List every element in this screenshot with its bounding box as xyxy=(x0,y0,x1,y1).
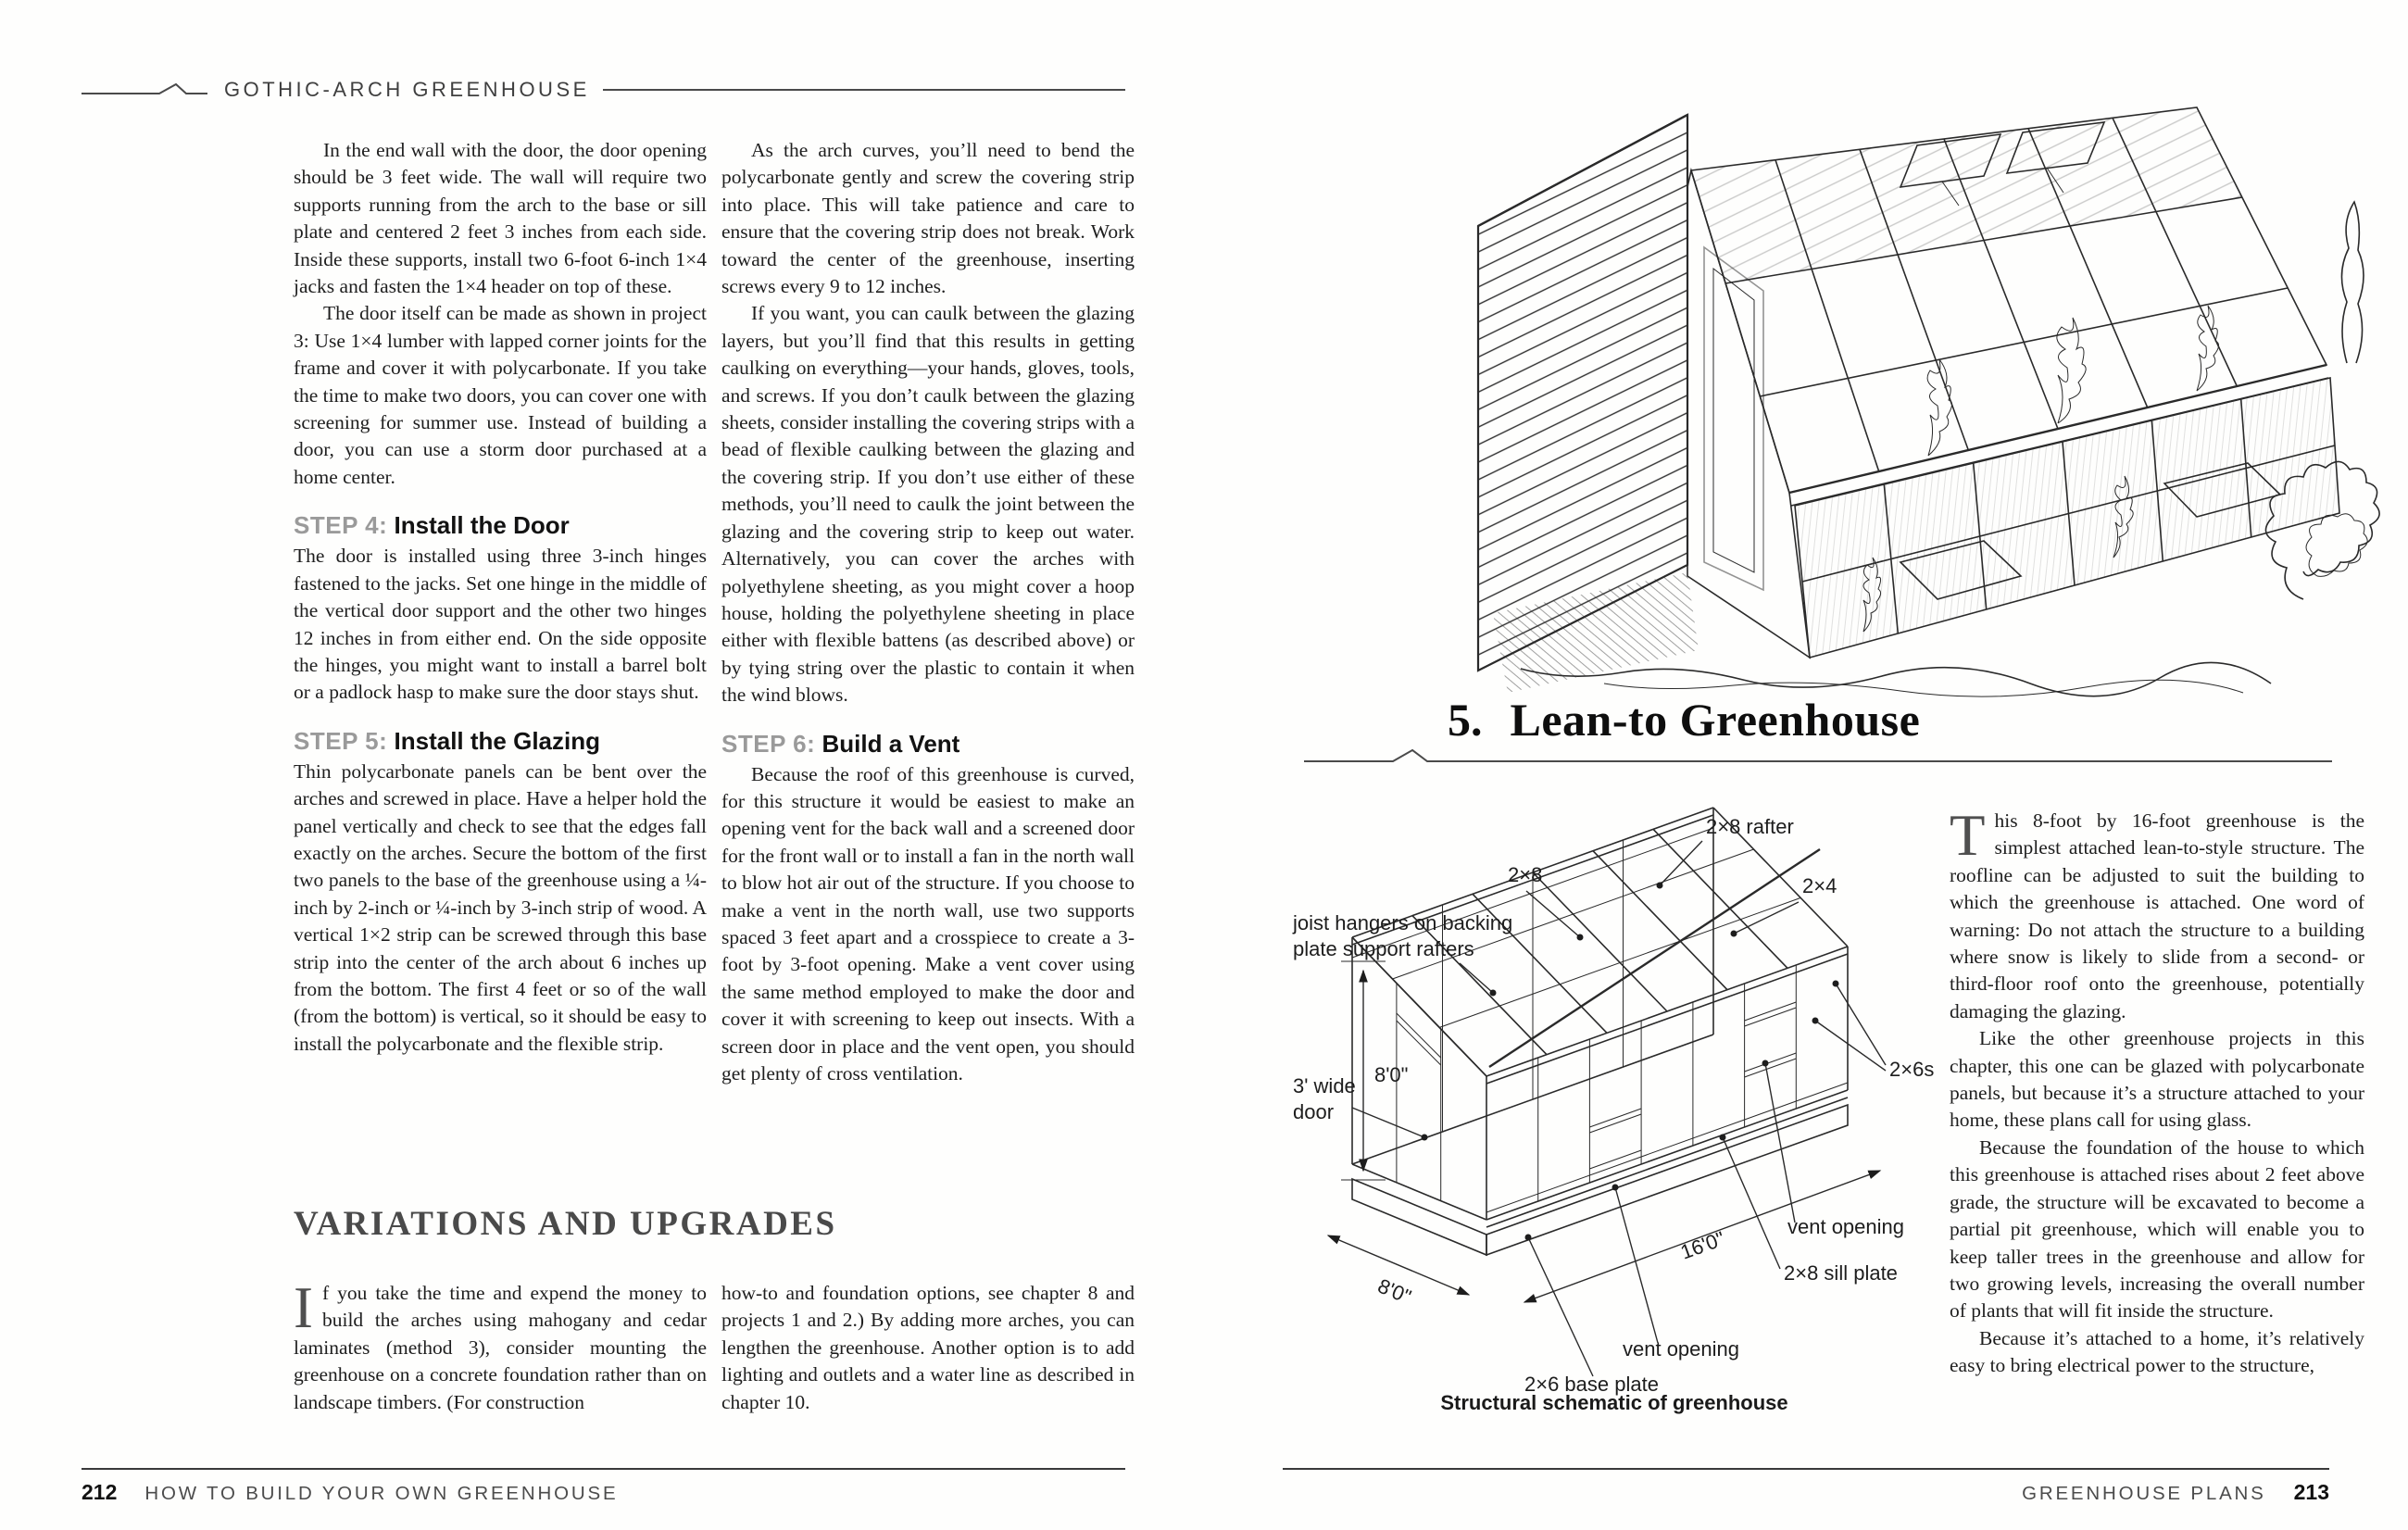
paragraph: As the arch curves, you’ll need to bend the polycarbonate gently and screw the covering strip into place. This will take patience and care to ensure that the covering strip does not break. Work toward the center of the greenhouse, inserting screws every 9 to 12 inches. xyxy=(721,139,1135,298)
paragraph: Like the other greenhouse projects in this chapter, this one can be glazed with polycarbonate panels, but because it’s a structure attached to your home, these plans call for using glass. xyxy=(1950,1027,2364,1132)
step5-title: Install the Glazing xyxy=(394,726,600,755)
chapter-number: 5. xyxy=(1448,694,1483,746)
label-joist-hangers-2: plate support rafters xyxy=(1293,937,1474,960)
step6-title: Build a Vent xyxy=(821,729,960,758)
step5-label: STEP 5: xyxy=(294,726,388,755)
book-title: HOW TO BUILD YOUR OWN GREENHOUSE xyxy=(144,1483,619,1504)
step4-heading xyxy=(294,511,707,539)
section-title: GREENHOUSE PLANS xyxy=(2022,1483,2266,1504)
running-head-text: GOTHIC-ARCH GREENHOUSE xyxy=(224,78,590,101)
paragraph: In the end wall with the door, the door opening should be 3 feet wide. The wall will require two supports running from the arch to the base or sill plate and centered 2 feet 3 inches from each side. Inside these supports, install two 6-foot 6-inch 1×4 jacks and fasten the 1×4 header on top of these. xyxy=(294,139,707,298)
label-door-1: 3' wide xyxy=(1293,1074,1356,1097)
structural-schematic xyxy=(1287,798,1941,1400)
plant-sketch xyxy=(2197,306,2219,391)
schematic-caption: Structural schematic of greenhouse xyxy=(1440,1391,1788,1414)
paragraph: how-to and foundation options, see chapter 8 and projects 1 and 2.) By adding more arches, you can lengthen the greenhouse. Another option is to add lighting and outlets and a water line as described in chapter 10. xyxy=(721,1282,1135,1413)
paragraph: If you want, you can caulk between the glazing layers, but you’ll find that this results in getting caulking on everything—your hands, gloves, tools, and screws. If you don’t caulk between the glazing sheets, consider installing the covering strips with a bead of flexible caulking between the glazing and the covering strip. If you don’t use either of these methods, you’ll need to caulk the joint between the glazing and the covering strip to keep out water. Alternatively, you can cover the arches with polyethylene sheeting, as you might cover a hoop house, holding the polyethylene sheeting in place either with flexible battens (as described above) or by tying string over the plastic to contain it when the wind blows. xyxy=(721,302,1135,707)
right-column xyxy=(1950,803,2364,1380)
paragraph: The door itself can be made as shown in project 3: Use 1×4 lumber with lapped corner joints for the frame and cover it with polycarbonate. If you take the time to make two doors, you can cover one with screening for summer use. Instead of building a door, you can use a storm door purchased at a home center. xyxy=(294,302,708,488)
tree-sketch xyxy=(2341,202,2364,363)
left-page-number: 212 xyxy=(82,1480,118,1504)
label-2x8-rafter: 2×8 rafter xyxy=(1706,815,1794,838)
paragraph: Because the roof of this greenhouse is curved, for this structure it would be easiest to make an opening vent for the back wall and a screened door for the front wall or to install a fan in the north wall to blow hot air out of the structure. If you choose to make a vent in the north wall, use two supports spaced 3 feet apart and a crosspiece to create a 3-foot by 3-foot opening. Make a vent cover using the same method employed to make the door and cover it with screening to keep out insects. With a screen door in place and the vent open, you should get plenty of cross ventilation. xyxy=(721,762,1135,1085)
variations-column-1 xyxy=(294,1275,707,1416)
ground-line xyxy=(1521,662,2271,696)
label-vent-bottom: vent opening xyxy=(1623,1337,1739,1361)
dim-height: 8'0" xyxy=(1374,1063,1409,1086)
label-2x6s: 2×6s xyxy=(1889,1058,1935,1081)
label-sill-plate: 2×8 sill plate xyxy=(1784,1261,1898,1285)
right-footer xyxy=(1283,1480,2329,1505)
paragraph: If you take the time and expend the money to build the arches using mahogany and cedar laminates (method 3), consider mounting the greenhouse on a concrete foundation rather than on landscape timbers. (For construction xyxy=(294,1275,707,1413)
step6-label: STEP 6: xyxy=(721,729,816,758)
label-base-plate: 2×6 base plate xyxy=(1524,1373,1659,1396)
chapter-rule xyxy=(1304,746,2334,767)
right-footer-rule xyxy=(1283,1468,2329,1470)
left-footer xyxy=(82,1480,618,1505)
plant-sketch xyxy=(2057,318,2086,423)
paragraph: Thin polycarbonate panels can be bent over the arches and screwed in place. Have a helper hold the panel vertically and check to see that the edges fall exactly on the arches. Secure the bottom of the first two panels to the base of the greenhouse using a ¼-inch by 2-inch or ¼-inch by 3-inch strip of wood. A vertical 1×2 strip can be screwed through this base strip into the center of the arch about 6 inches up from the bottom. The first 4 feet or so of the wall (from the bottom) is vertical, so it should be easy to install the polycarbonate and the flexible strip. xyxy=(294,759,707,1055)
right-page-number: 213 xyxy=(2293,1480,2329,1504)
chapter-title: Lean-to Greenhouse xyxy=(1510,694,1921,746)
label-2x8: 2×8 xyxy=(1508,863,1543,886)
step6-heading xyxy=(721,730,1135,758)
left-column-1 xyxy=(294,137,707,1058)
variations-column-2 xyxy=(721,1280,1135,1416)
label-door-2: door xyxy=(1293,1100,1335,1123)
variations-heading: VARIATIONS AND UPGRADES xyxy=(294,1205,837,1243)
paragraph: Because the foundation of the house to which this greenhouse is attached rises about 2 feet above grade, the structure will be excavated to become a partial pit greenhouse, which will enable you to keep taller trees in the greenhouse and allow for two growing levels, increasing the overall number of plants that will fit inside the structure. xyxy=(1950,1135,2364,1323)
running-head-rule xyxy=(603,89,1125,91)
label-2x4: 2×4 xyxy=(1802,874,1837,897)
label-joist-hangers-1: joist hangers on backing xyxy=(1293,911,1513,934)
step5-heading xyxy=(294,727,707,755)
left-footer-rule xyxy=(82,1468,1125,1470)
paragraph: This 8-foot by 16-foot greenhouse is the simplest attached lean-to-style structure. The roofline can be adjusted to suit the building to which the greenhouse is attached. One word of warning: Do not attach the structure to a building where snow is likely to slide from a second- or third-floor roof onto the greenhouse, potentially damaging the glazing. xyxy=(1950,803,2364,1022)
paragraph: The door is installed using three 3-inch hinges fastened to the jacks. Set one hinge in the middle of the vertical door support and the other two hinges 12 inches in from either end. On the side opposite the hinges, you might want to install a barrel bolt or a padlock hasp to make sure the door stays shut. xyxy=(294,545,707,704)
left-column-2 xyxy=(721,137,1135,1087)
paragraph: Because it’s attached to a home, it’s relatively easy to bring electrical power to the structure, xyxy=(1950,1326,2364,1377)
running-head xyxy=(82,78,1125,102)
chapter-heading xyxy=(1448,693,1920,746)
step4-label: STEP 4: xyxy=(294,511,388,540)
leanto-greenhouse-illustration xyxy=(1465,57,2382,706)
step4-title: Install the Door xyxy=(394,511,570,540)
squiggle-rule-icon xyxy=(82,82,211,98)
label-vent-right: vent opening xyxy=(1787,1215,1904,1238)
dim-length: 16'0" xyxy=(1677,1226,1728,1264)
plant-sketch xyxy=(1927,359,1951,456)
dim-width: 8'0" xyxy=(1374,1273,1415,1309)
